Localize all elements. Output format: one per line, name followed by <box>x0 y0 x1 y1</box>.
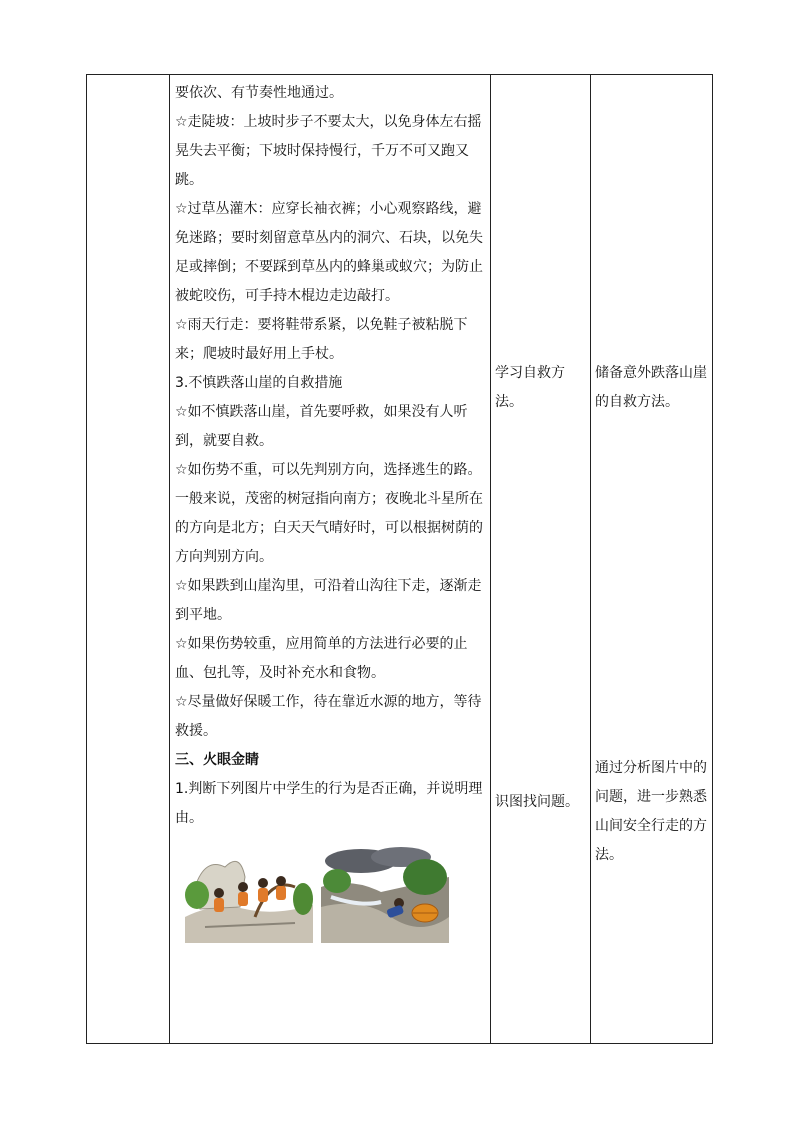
question-text: 1.判断下列图片中学生的行为是否正确，并说明理由。 <box>175 781 483 826</box>
illustration-row <box>175 847 485 943</box>
illustration-students-hiking <box>185 847 313 943</box>
activity-identify-problems: 识图找问题。 <box>495 794 579 810</box>
intent-analyze-pictures: 通过分析图片中的问题，进一步熟悉山间安全行走的方法。 <box>595 760 707 863</box>
lesson-table <box>86 74 713 1044</box>
illustration-student-rain-slope <box>321 847 449 943</box>
paragraph-keep-warm: ☆尽量做好保暖工作，待在靠近水源的地方，等待救援。 <box>175 694 482 739</box>
paragraph-grass-bushes: ☆过草丛灌木：应穿长袖衣裤；小心观察路线，避免迷路；要时刻留意草丛内的洞穴、石块，以免失足或摔倒；不要踩到草丛内的蜂巢或蚁穴；为防止被蛇咬伤，可手持木棍边走边敲打。 <box>175 201 483 304</box>
paragraph-continuation: 要依次、有节奏性地通过。 <box>175 85 343 101</box>
design-intent-cell <box>591 75 713 1044</box>
content-cell <box>170 75 491 1044</box>
intent-fall-rescue: 储备意外跌落山崖的自救方法。 <box>595 365 707 410</box>
paragraph-rainy-walking: ☆雨天行走：要将鞋带系紧，以免鞋子被粘脱下来；爬坡时最好用上手杖。 <box>175 317 468 362</box>
paragraph-call-help: ☆如不慎跌落山崖，首先要呼救，如果没有人听到，就要自救。 <box>175 404 468 449</box>
activity-learn-self-rescue: 学习自救方法。 <box>495 365 565 410</box>
heading-fall-rescue: 3.不慎跌落山崖的自救措施 <box>175 375 343 391</box>
empty-cell <box>87 75 170 1044</box>
paragraph-injury: ☆如果伤势较重，应用简单的方法进行必要的止血、包扎等，及时补充水和食物。 <box>175 636 468 681</box>
section-title: 三、火眼金睛 <box>175 752 259 768</box>
student-activity-cell <box>491 75 591 1044</box>
table-row <box>87 75 713 1044</box>
paragraph-steep-slope: ☆走陡坡：上坡时步子不要太大，以免身体左右摇晃失去平衡；下坡时保持慢行，千万不可又跑又跳。 <box>175 114 482 188</box>
paragraph-direction: ☆如伤势不重，可以先判别方向，选择逃生的路。一般来说，茂密的树冠指向南方；夜晚北斗星所在的方向是北方；白天天气晴好时，可以根据树荫的方向判别方向。 <box>175 462 483 565</box>
paragraph-gully: ☆如果跌到山崖沟里，可沿着山沟往下走，逐渐走到平地。 <box>175 578 482 623</box>
